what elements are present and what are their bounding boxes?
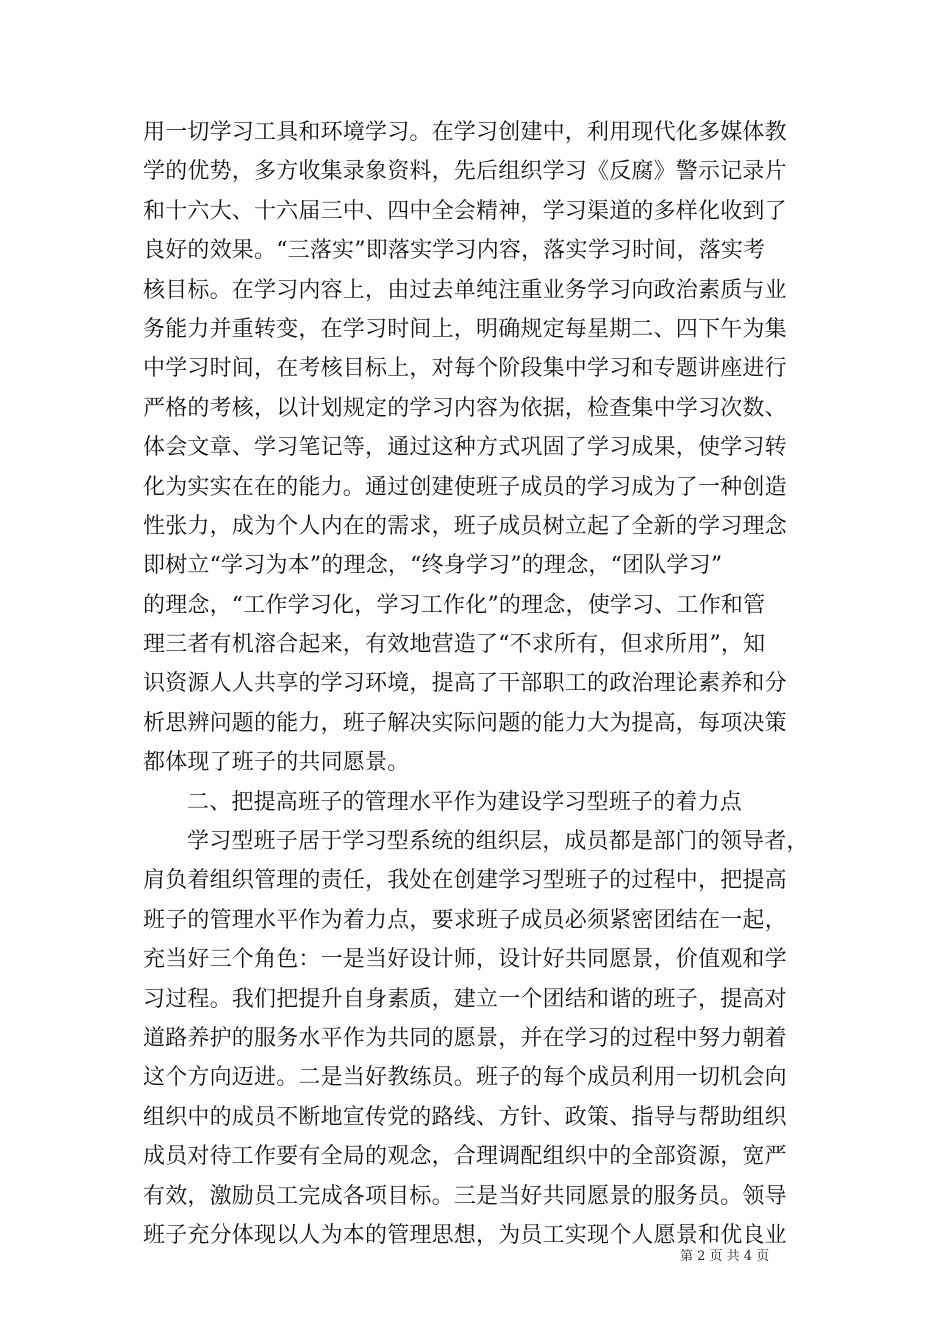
text-line: 道路养护的服务水平作为共同的愿景，并在学习的过程中努力朝着 (143, 1025, 787, 1051)
text-line: 班子充分体现以人为本的管理思想，为员工实现个人愿景和优良业 (143, 1222, 787, 1248)
text-line: 化为实实在在的能力。通过创建使班子成员的学习成为了一种创造 (143, 474, 787, 500)
text-line: 都体现了班子的共同愿景。 (143, 750, 410, 776)
text-line: 务能力并重转变，在学习时间上，明确规定每星期二、四下午为集 (143, 316, 787, 342)
text-line: 性张力，成为个人内在的需求，班子成员树立起了全新的学习理念 (143, 513, 787, 539)
text-line: 肩负着组织管理的责任，我处在创建学习型班子的过程中，把提高 (143, 868, 787, 894)
text-line: 组织中的成员不断地宣传党的路线、方针、政策、指导与帮助组织 (143, 1104, 787, 1130)
text-line: 析思辨问题的能力，班子解决实际问题的能力大为提高，每项决策 (143, 710, 787, 736)
section-heading: 二、把提高班子的管理水平作为建设学习型班子的着力点 (187, 789, 743, 815)
paragraph-first-line: 学习型班子居于学习型系统的组织层，成员都是部门的领导者， (187, 829, 809, 855)
text-line: 习过程。我们把提升自身素质，建立一个团结和谐的班子，提高对 (143, 986, 787, 1012)
text-line: 识资源人人共享的学习环境，提高了干部职工的政治理论素养和分 (143, 671, 787, 697)
text-line: 学的优势，多方收集录象资料，先后组织学习《反腐》警示记录片 (143, 159, 787, 185)
text-line: 这个方向迈进。二是当好教练员。班子的每个成员利用一切机会向 (143, 1065, 787, 1091)
text-line: 用一切学习工具和环境学习。在学习创建中，利用现代化多媒体教 (143, 120, 787, 145)
text-line: 充当好三个角色：一是当好设计师，设计好共同愿景，价值观和学 (143, 947, 787, 973)
text-line: 体会文章、学习笔记等，通过这种方式巩固了学习成果，使学习转 (143, 435, 787, 461)
text-line: 成员对待工作要有全局的观念，合理调配组织中的全部资源，宽严 (143, 1144, 787, 1170)
body-text (143, 113, 811, 1255)
text-line: 中学习时间，在考核目标上，对每个阶段集中学习和专题讲座进行 (143, 356, 787, 382)
text-line: 班子的管理水平作为着力点，要求班子成员必须紧密团结在一起， (143, 907, 787, 933)
page-number: 第 2 页 共 4 页 (680, 1249, 770, 1264)
text-line: 理三者有机溶合起来，有效地营造了“不求所有，但求所用”，知 (143, 632, 766, 658)
text-line: 即树立“学习为本”的理念，“终身学习”的理念，“团队学习” (143, 553, 723, 579)
text-line: 有效，激励员工完成各项目标。三是当好共同愿景的服务员。领导 (143, 1183, 787, 1209)
text-line: 的理念，“工作学习化，学习工作化”的理念，使学习、工作和管 (143, 592, 766, 618)
text-line: 核目标。在学习内容上，由过去单纯注重业务学习向政治素质与业 (143, 277, 787, 303)
text-line: 和十六大、十六届三中、四中全会精神，学习渠道的多样化收到了 (143, 198, 787, 224)
text-line: 严格的考核，以计划规定的学习内容为依据，检查集中学习次数、 (143, 395, 787, 421)
text-line: 良好的效果。“三落实”即落实学习内容，落实学习时间，落实考 (143, 238, 766, 264)
